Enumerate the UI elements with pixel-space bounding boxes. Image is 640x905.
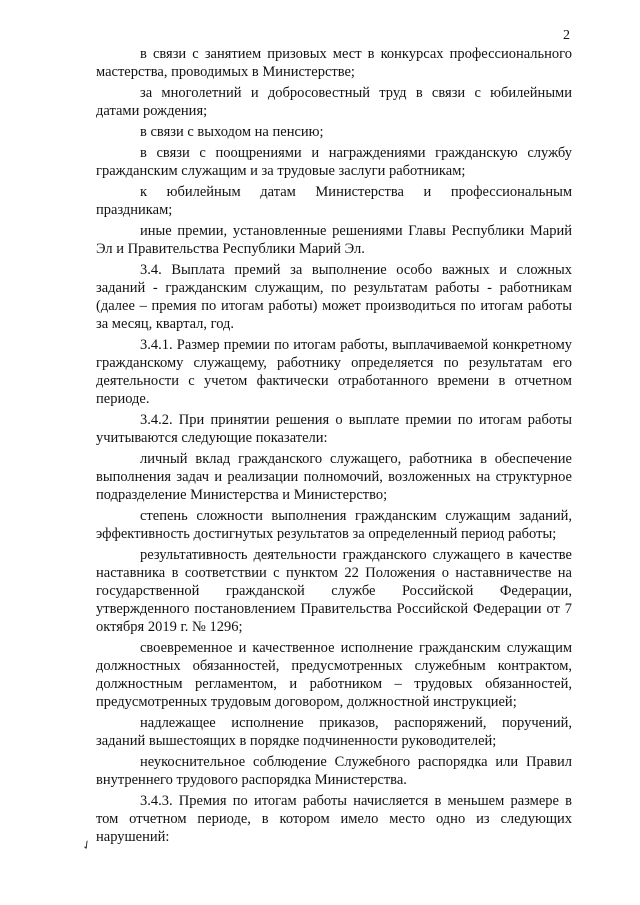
paragraph: 3.4.2. При принятии решения о выплате премии по итогам работы учитываются следующие показатели:: [96, 412, 572, 446]
paragraph: своевременное и качественное исполнение гражданским служащим должностных обязанностей, предусмотренных служебным контрактом, должностным регламентом, и работником – трудовых обязанностей, предусмотренных трудовым договором, должностной инструкцией;: [96, 640, 572, 710]
paragraph: за многолетний и добросовестный труд в связи с юбилейными датами рождения;: [96, 85, 572, 119]
paragraph: 3.4.3. Премия по итогам работы начисляется в меньшем размере в том отчетном периоде, в котором имело место одно из следующих нарушений:: [96, 793, 572, 845]
paragraph: в связи с занятием призовых мест в конкурсах профессионального мастерства, проводимых в Министерстве;: [96, 46, 572, 80]
paragraph: в связи с выходом на пенсию;: [140, 124, 324, 140]
page-number: 2: [563, 28, 570, 43]
paragraph: результативность деятельности гражданского служащего в качестве наставника в соответствии с пунктом 22 Положения о наставничестве на государственной гражданской службе Российской Федерации, утвержденного постановлением Правительства Российской Федерации от 7 октября 2019 г. № 1296;: [96, 547, 572, 635]
paragraph: в связи с поощрениями и награждениями гражданскую службу гражданским служащим и за трудовые заслуги работникам;: [96, 145, 572, 179]
paragraph: неукоснительное соблюдение Служебного распорядка или Правил внутреннего трудового распорядка Министерства.: [96, 754, 572, 788]
paragraph: 3.4. Выплата премий за выполнение особо важных и сложных заданий - гражданским служащим, по результатам работы - работникам (далее – премия по итогам работы) может производиться по итогам работы за месяц, квартал, год.: [96, 262, 572, 332]
paragraph: личный вклад гражданского служащего, работника в обеспечение выполнения задач и реализации полномочий, возложенных на структурное подразделение Министерства и Министерство;: [96, 451, 572, 503]
paragraph: иные премии, установленные решениями Главы Республики Марий Эл и Правительства Республики Марий Эл.: [96, 223, 572, 257]
paragraph: 3.4.1. Размер премии по итогам работы, выплачиваемой конкретному гражданскому служащему, работнику определяется по результатам его деятельности с учетом фактически отработанного времени в отчетном периоде.: [96, 337, 572, 407]
document-body: [96, 45, 572, 849]
paragraph: надлежащее исполнение приказов, распоряжений, поручений, заданий вышестоящих в порядке подчиненности руководителей;: [96, 715, 572, 749]
paragraph: к юбилейным датам Министерства и профессиональным праздникам;: [96, 184, 572, 218]
stray-pen-mark: ✓: [78, 836, 95, 854]
paragraph: степень сложности выполнения гражданским служащим заданий, эффективность достигнутых результатов за определенный период работы;: [96, 508, 572, 542]
